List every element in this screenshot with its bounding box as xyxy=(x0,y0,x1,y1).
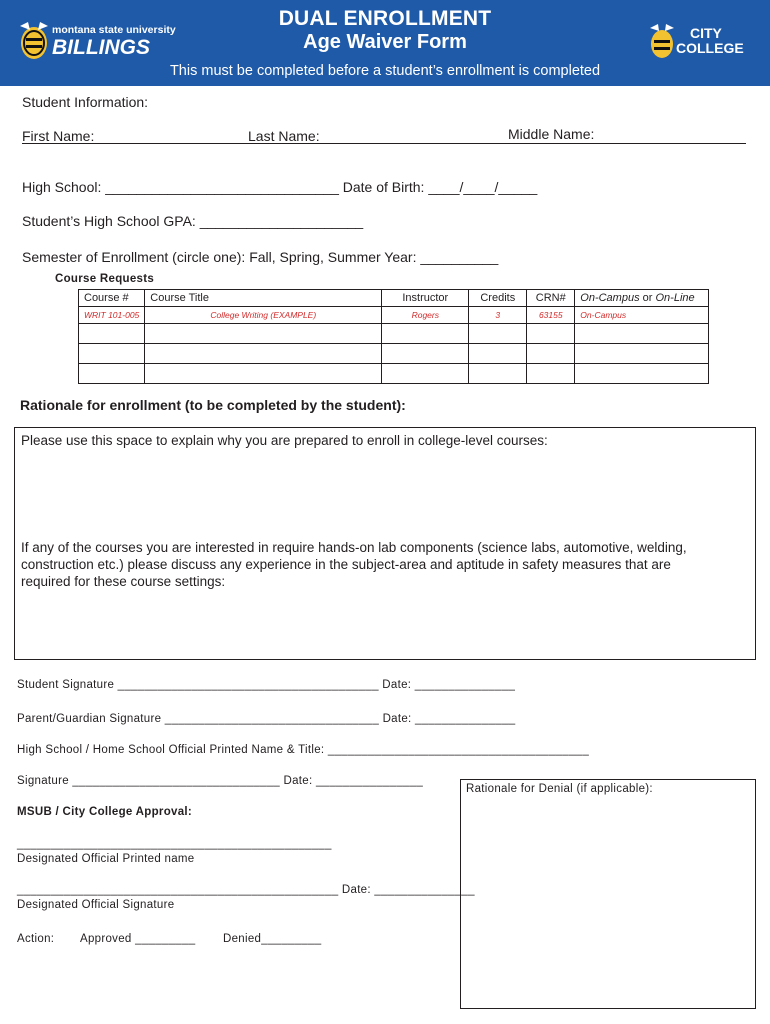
designated-name-line[interactable]: _______________________________________________ xyxy=(17,838,332,850)
form-title-line1: DUAL ENROLLMENT xyxy=(278,7,492,30)
name-field-line[interactable] xyxy=(22,143,746,144)
approval-heading: MSUB / City College Approval: xyxy=(17,806,193,818)
example-instructor: Rogers xyxy=(382,307,469,324)
col-campus: On-Campus or On-Line xyxy=(575,290,709,307)
high-school-dob-field[interactable]: High School: ______________________________ Date of Birth: ____/____/_____ xyxy=(22,179,538,195)
table-row-example xyxy=(79,307,709,324)
rationale-prompt-1: Please use this space to explain why you are prepared to enroll in college-level courses: xyxy=(21,433,548,448)
last-name-label: Last Name: xyxy=(248,128,320,144)
semester-field[interactable]: Semester of Enrollment (circle one): Fall, Spring, Summer Year: __________ xyxy=(22,249,499,265)
col-course-title: Course Title xyxy=(145,290,382,307)
action-label: Action: xyxy=(17,933,55,945)
approved-field[interactable]: Approved _________ xyxy=(80,933,196,945)
designated-signature-label: Designated Official Signature xyxy=(17,899,175,911)
table-row[interactable] xyxy=(79,364,709,384)
table-row[interactable] xyxy=(79,324,709,344)
city-college-logo xyxy=(646,16,746,64)
header-banner xyxy=(0,0,770,86)
student-signature-field[interactable]: Student Signature _______________________________________ Date: _______________ xyxy=(17,679,516,691)
student-info-heading: Student Information: xyxy=(22,94,149,110)
col-instructor: Instructor xyxy=(382,290,469,307)
official-signature-field[interactable]: Signature _______________________________ Date: ________________ xyxy=(17,775,424,787)
example-title: College Writing (EXAMPLE) xyxy=(145,307,382,324)
rationale-textarea[interactable] xyxy=(14,427,756,660)
gpa-field[interactable]: Student’s High School GPA: _____________________ xyxy=(22,213,364,229)
example-course-num: WRIT 101-005 xyxy=(79,307,145,324)
rationale-prompt-2-line3: required for these course settings: xyxy=(21,574,226,589)
rationale-heading: Rationale for enrollment (to be completed by the student): xyxy=(20,397,406,413)
col-crn: CRN# xyxy=(527,290,575,307)
course-requests-table xyxy=(78,289,709,384)
official-name-field[interactable]: High School / Home School Official Printed Name & Title: _______________________________________ xyxy=(17,744,590,756)
rationale-prompt-2-line1: If any of the courses you are interested in require hands-on lab components (science labs, automotive, welding, xyxy=(21,540,687,555)
denied-field[interactable]: Denied_________ xyxy=(223,933,322,945)
designated-signature-field[interactable]: ________________________________________________ Date: _______________ xyxy=(17,884,475,896)
parent-signature-field[interactable]: Parent/Guardian Signature ________________________________ Date: _______________ xyxy=(17,713,516,725)
col-credits: Credits xyxy=(469,290,527,307)
denial-rationale-label: Rationale for Denial (if applicable): xyxy=(466,783,653,795)
svg-text:BILLINGS: BILLINGS xyxy=(52,36,150,59)
course-requests-heading: Course Requests xyxy=(55,273,155,285)
svg-text:montana state university: montana state university xyxy=(52,24,176,36)
example-credits: 3 xyxy=(469,307,527,324)
table-header-row xyxy=(79,290,709,307)
form-subtitle: This must be completed before a student’s enrollment is completed xyxy=(169,63,601,79)
example-crn: 63155 xyxy=(527,307,575,324)
table-row[interactable] xyxy=(79,344,709,364)
denial-rationale-box[interactable] xyxy=(460,779,756,1009)
rationale-prompt-2-line2: construction etc.) please discuss any experience in the subject-area and aptitude in safety measures that are xyxy=(21,557,671,572)
middle-name-label: Middle Name: xyxy=(508,126,595,142)
first-name-label: First Name: xyxy=(22,128,95,144)
svg-text:CITY: CITY xyxy=(690,25,722,41)
designated-name-label: Designated Official Printed name xyxy=(17,853,195,865)
example-campus: On-Campus xyxy=(575,307,709,324)
form-title-line2: Age Waiver Form xyxy=(303,31,467,53)
svg-text:COLLEGE: COLLEGE xyxy=(676,40,744,56)
col-course-num: Course # xyxy=(79,290,145,307)
